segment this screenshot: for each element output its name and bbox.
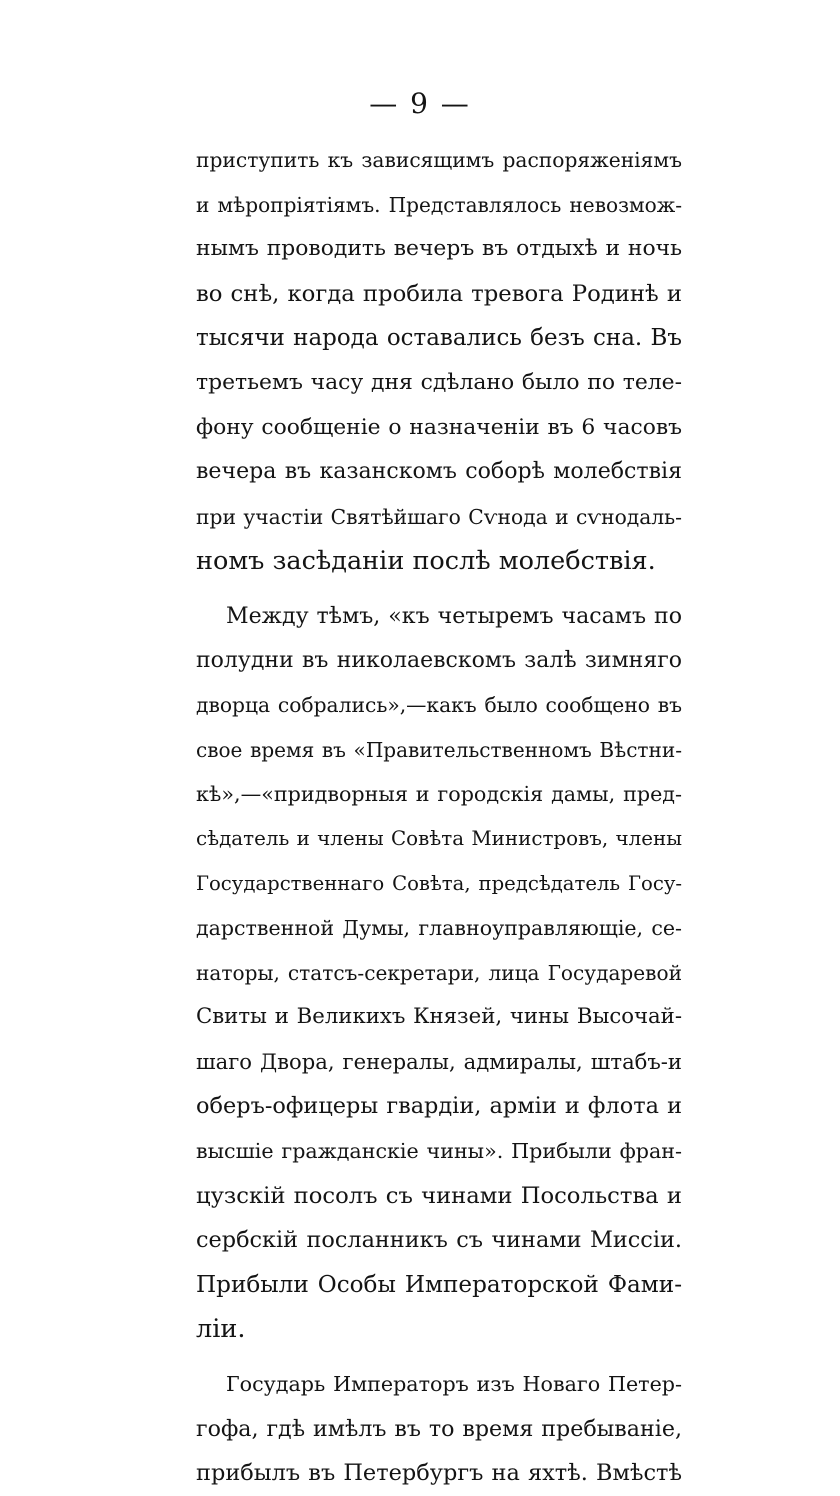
text-line: Свиты и Великихъ Князей, чины Высочай- — [196, 1004, 682, 1030]
text-line: во снѣ, когда пробила тревога Родинѣ и — [196, 280, 682, 307]
text-line: и мѣропріятіямъ. Представлялось невозмож- — [196, 192, 682, 217]
text-line: полудни въ николаевскомъ залѣ зимняго — [196, 647, 682, 673]
text-line: шаго Двора, генералы, адмиралы, штабъ-и — [196, 1048, 682, 1074]
text-line: вечера въ казанскомъ соборѣ молебствія — [196, 459, 682, 485]
text-line: приступить къ зависящимъ распоряженіямъ — [196, 148, 682, 172]
page-number: — 9 — — [369, 87, 471, 120]
text-line: третьемъ часу дня сдѣлано было по теле- — [196, 369, 682, 395]
text-line: наторы, статсъ-секретари, лица Государевой — [196, 960, 682, 985]
text-line: свое время въ «Правительственномъ Вѣстни- — [196, 737, 682, 762]
paragraph — [196, 138, 682, 584]
text-line: дворца собрались»,—какъ было сообщено въ — [196, 693, 682, 718]
text-line: дарственной Думы, главноуправляющіе, се- — [196, 916, 682, 941]
text-line: высшіе гражданскіе чины». Прибыли фран- — [196, 1139, 682, 1164]
text-line: фону сообщеніе о назначеніи въ 6 часовъ — [196, 414, 682, 440]
text-line: нымъ проводить вечеръ въ отдыхѣ и ночь — [196, 236, 682, 262]
text-line: Государственнаго Совѣта, предсѣдатель Госу- — [196, 871, 682, 895]
body-text — [196, 138, 682, 1496]
text-line: тысячи народа оставались безъ сна. Въ — [196, 325, 682, 352]
text-line: прибылъ въ Петербургъ на яхтѣ. Вмѣстѣ — [196, 1460, 682, 1487]
text-line: цузскій посолъ съ чинами Посольства и — [196, 1182, 682, 1209]
text-line: оберъ-офицеры гвардіи, арміи и флота и — [196, 1093, 682, 1120]
text-line: Между тѣмъ, «къ четыремъ часамъ по — [226, 602, 682, 629]
paragraph — [196, 1362, 682, 1496]
paragraph-spacer — [196, 584, 682, 594]
text-line: ліи. — [196, 1314, 246, 1345]
paragraph-spacer — [196, 1352, 682, 1362]
text-line: Прибыли Особы Императорской Фами- — [196, 1271, 682, 1298]
text-line: Государь Императоръ изъ Новаго Петер- — [226, 1372, 682, 1397]
text-line: кѣ»,—«придворныя и городскія дамы, пред- — [196, 782, 682, 807]
text-line: при участіи Святѣйшаго Сѵнода и сѵнодаль- — [196, 504, 682, 529]
paragraph — [196, 594, 682, 1352]
text-line: сербскій посланникъ съ чинами Миссіи. — [196, 1227, 682, 1254]
text-line: номъ засѣданіи послѣ молебствія. — [196, 546, 656, 577]
text-line: гофа, гдѣ имѣлъ въ то время пребываніе, — [196, 1415, 682, 1442]
text-line: сѣдатель и члены Совѣта Министровъ, члены — [196, 826, 682, 850]
